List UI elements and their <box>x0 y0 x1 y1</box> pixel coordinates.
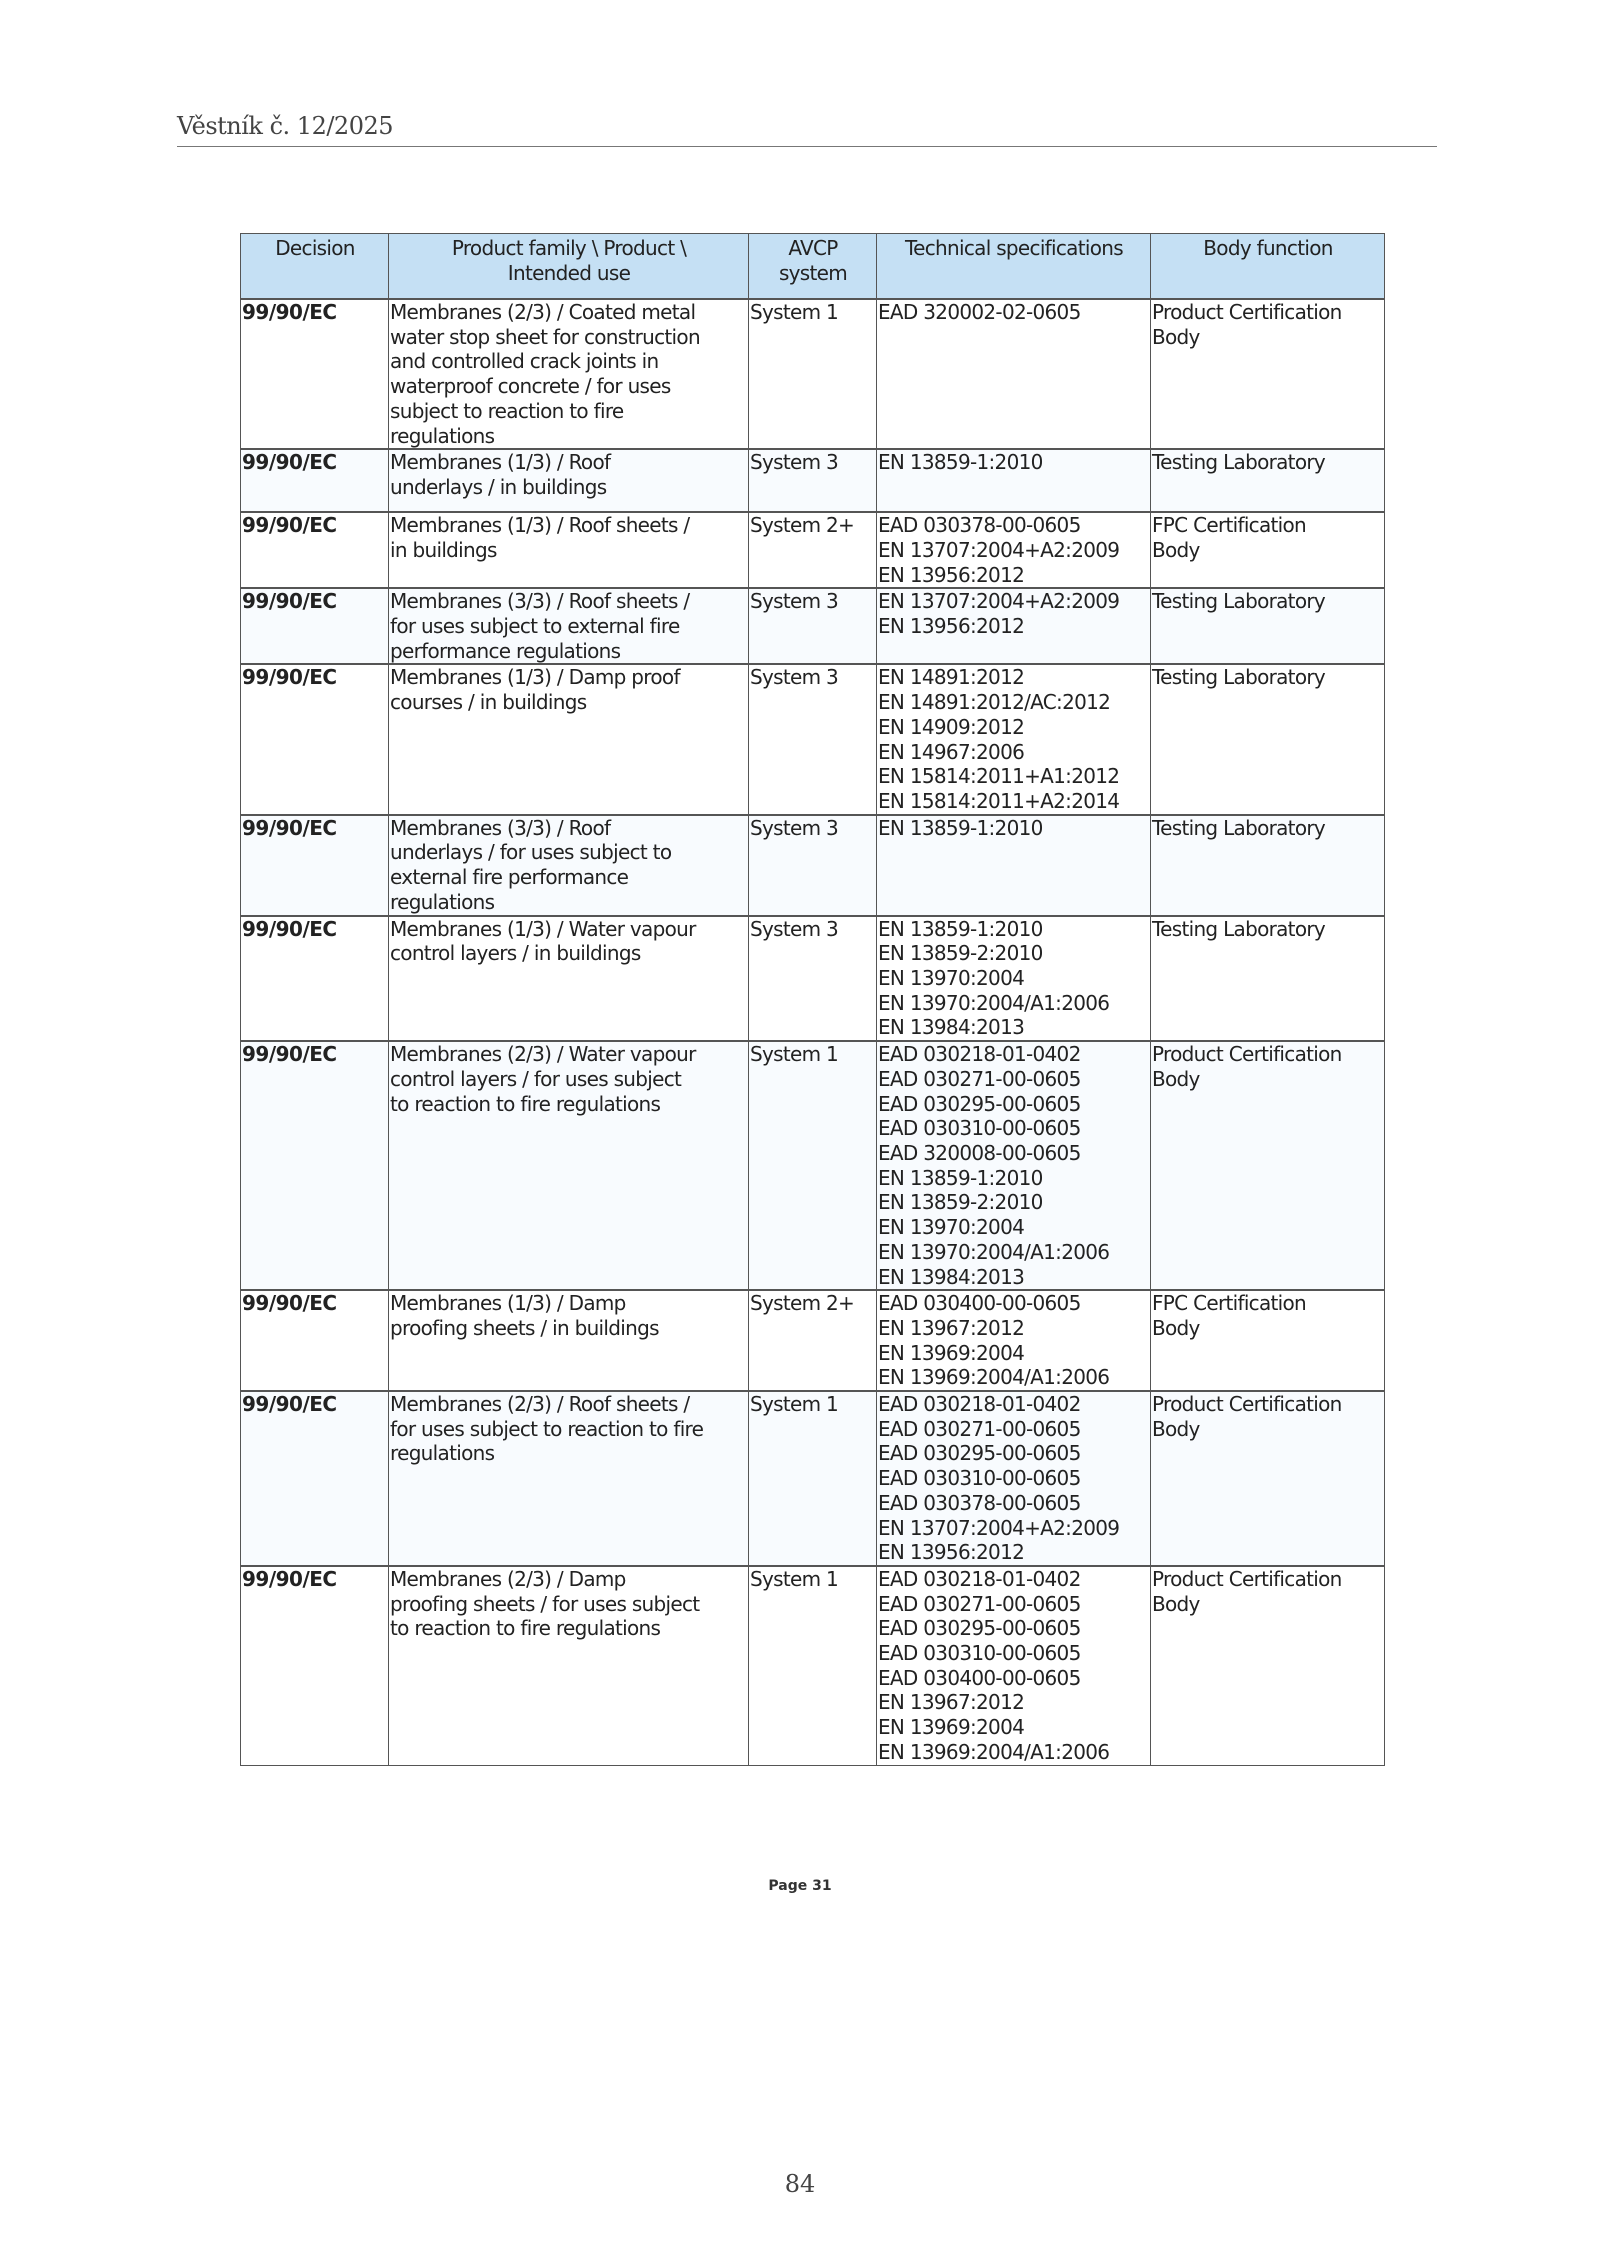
body-function-cell <box>1151 588 1385 664</box>
specs-line: EAD 030400-00-0605 <box>878 1291 1081 1316</box>
product-line: Membranes (1/3) / Water vapour <box>390 916 696 941</box>
column-header-decision <box>241 234 389 300</box>
decision-cell: 99/90/EC <box>241 299 389 449</box>
product-line: control layers / for uses subject <box>390 1066 682 1091</box>
product-line: Membranes (3/3) / Roof sheets / <box>390 589 690 614</box>
specs-line: EAD 030295-00-0605 <box>878 1441 1081 1466</box>
specs-line: EN 14891:2012/AC:2012 <box>878 690 1111 715</box>
body-line: Body <box>1152 1591 1200 1616</box>
avcp-cell: System 1 <box>749 1566 877 1765</box>
table-row <box>241 815 1385 916</box>
specs-line: EAD 030271-00-0605 <box>878 1591 1081 1616</box>
specs-line: EN 13707:2004+A2:2009 <box>878 1515 1120 1540</box>
specs-line: EN 13956:2012 <box>878 562 1025 587</box>
body-line: Testing Laboratory <box>1152 450 1326 475</box>
specs-cell <box>877 299 1151 449</box>
specs-line: EAD 030218-01-0402 <box>878 1042 1081 1067</box>
column-header-line: Decision <box>275 236 355 260</box>
product-cell <box>389 449 749 512</box>
column-header-line: Intended use <box>507 260 631 285</box>
product-line: to reaction to fire regulations <box>390 1616 661 1641</box>
body-function-cell <box>1151 1566 1385 1765</box>
avcp-cell: System 3 <box>749 916 877 1042</box>
product-line: Membranes (1/3) / Roof sheets / <box>390 513 690 538</box>
product-line: underlays / in buildings <box>390 474 607 499</box>
running-header-title: Věstník č. 12/2025 <box>177 112 393 140</box>
specs-line: EN 13984:2013 <box>878 1264 1025 1289</box>
specs-line: EN 13969:2004/A1:2006 <box>878 1365 1110 1390</box>
page-number: 84 <box>784 2170 816 2198</box>
product-cell <box>389 1566 749 1765</box>
specs-cell <box>877 1391 1151 1566</box>
specs-cell <box>877 1041 1151 1290</box>
specs-line: EAD 030295-00-0605 <box>878 1616 1081 1641</box>
specs-line: EAD 030218-01-0402 <box>878 1392 1081 1417</box>
decision-cell: 99/90/EC <box>241 588 389 664</box>
specs-line: EAD 030218-01-0402 <box>878 1566 1081 1591</box>
table-header-row <box>241 234 1385 300</box>
decision-cell: 99/90/EC <box>241 1041 389 1290</box>
specs-line: EN 15814:2011+A1:2012 <box>878 764 1120 789</box>
specs-cell <box>877 449 1151 512</box>
column-header-avcp <box>749 234 877 300</box>
column-header-body <box>1151 234 1385 300</box>
certification-table <box>240 233 1385 1766</box>
specs-line: EAD 320002-02-0605 <box>878 300 1081 324</box>
table-row <box>241 1391 1385 1566</box>
decision-cell: 99/90/EC <box>241 449 389 512</box>
body-line: Testing Laboratory <box>1152 815 1326 840</box>
table-row <box>241 512 1385 588</box>
specs-line: EN 13859-1:2010 <box>878 916 1043 941</box>
decision-cell: 99/90/EC <box>241 916 389 1042</box>
specs-cell <box>877 815 1151 916</box>
body-line: Body <box>1152 1416 1200 1441</box>
body-line: Testing Laboratory <box>1152 916 1326 941</box>
product-cell <box>389 664 749 814</box>
specs-line: EN 13969:2004/A1:2006 <box>878 1739 1110 1764</box>
specs-line: EN 13707:2004+A2:2009 <box>878 589 1120 614</box>
specs-line: EAD 030295-00-0605 <box>878 1091 1081 1116</box>
product-line: control layers / in buildings <box>390 941 641 966</box>
column-header-product <box>389 234 749 300</box>
specs-line: EAD 030271-00-0605 <box>878 1066 1081 1091</box>
specs-line: EN 13859-1:2010 <box>878 815 1043 840</box>
body-function-cell <box>1151 1290 1385 1391</box>
product-line: regulations <box>390 889 495 914</box>
body-function-cell <box>1151 916 1385 1042</box>
specs-line: EN 13707:2004+A2:2009 <box>878 537 1120 562</box>
product-line: for uses subject to reaction to fire <box>390 1416 704 1441</box>
column-header-line: Technical specifications <box>905 236 1123 260</box>
avcp-cell: System 1 <box>749 1391 877 1566</box>
product-cell <box>389 1041 749 1290</box>
body-line: Body <box>1152 1315 1200 1340</box>
product-line: external fire performance <box>390 865 629 890</box>
body-function-cell <box>1151 449 1385 512</box>
specs-line: EN 14891:2012 <box>878 665 1025 690</box>
specs-line: EAD 030378-00-0605 <box>878 513 1081 538</box>
product-line: regulations <box>390 1441 495 1466</box>
decision-cell: 99/90/EC <box>241 1391 389 1566</box>
table-row <box>241 1041 1385 1290</box>
specs-line: EAD 030271-00-0605 <box>878 1416 1081 1441</box>
product-line: Membranes (2/3) / Water vapour <box>390 1042 696 1067</box>
decision-cell: 99/90/EC <box>241 1290 389 1391</box>
specs-line: EN 13970:2004/A1:2006 <box>878 1239 1110 1264</box>
table-row <box>241 664 1385 814</box>
product-line: Membranes (2/3) / Coated metal <box>390 300 696 324</box>
table-row <box>241 1566 1385 1765</box>
body-function-cell <box>1151 1041 1385 1290</box>
body-line: FPC Certification <box>1152 513 1307 538</box>
specs-line: EN 13967:2012 <box>878 1315 1025 1340</box>
body-function-cell <box>1151 664 1385 814</box>
body-line: FPC Certification <box>1152 1291 1307 1316</box>
body-line: Product Certification <box>1152 1392 1342 1417</box>
column-header-line: AVCP <box>788 236 838 260</box>
column-header-line: Body function <box>1203 236 1333 260</box>
specs-line: EN 13969:2004 <box>878 1340 1025 1365</box>
avcp-cell: System 3 <box>749 449 877 512</box>
product-line: subject to reaction to fire <box>390 398 624 423</box>
avcp-cell: System 3 <box>749 588 877 664</box>
product-line: Membranes (2/3) / Damp <box>390 1566 626 1591</box>
product-cell <box>389 916 749 1042</box>
product-cell <box>389 588 749 664</box>
body-line: Product Certification <box>1152 300 1342 324</box>
specs-line: EN 13859-2:2010 <box>878 1190 1043 1215</box>
specs-line: EN 13967:2012 <box>878 1690 1025 1715</box>
specs-line: EN 13956:2012 <box>878 614 1025 639</box>
specs-line: EN 13956:2012 <box>878 1540 1025 1565</box>
product-line: performance regulations <box>390 638 621 663</box>
specs-cell <box>877 916 1151 1042</box>
header-rule <box>177 146 1437 147</box>
avcp-cell: System 2+ <box>749 1290 877 1391</box>
specs-line: EN 13859-2:2010 <box>878 941 1043 966</box>
specs-line: EN 13984:2013 <box>878 1015 1025 1040</box>
specs-line: EN 13970:2004 <box>878 966 1025 991</box>
body-line: Testing Laboratory <box>1152 589 1326 614</box>
product-line: for uses subject to external fire <box>390 614 680 639</box>
body-line: Testing Laboratory <box>1152 665 1326 690</box>
specs-line: EAD 030400-00-0605 <box>878 1665 1081 1690</box>
specs-line: EN 14967:2006 <box>878 739 1025 764</box>
decision-cell: 99/90/EC <box>241 512 389 588</box>
product-line: Membranes (1/3) / Damp <box>390 1291 626 1316</box>
avcp-cell: System 1 <box>749 1041 877 1290</box>
table-row <box>241 1290 1385 1391</box>
product-line: underlays / for uses subject to <box>390 840 672 865</box>
body-line: Body <box>1152 1066 1200 1091</box>
product-line: water stop sheet for construction <box>390 324 700 349</box>
product-cell <box>389 1290 749 1391</box>
specs-line: EN 13859-1:2010 <box>878 450 1043 475</box>
specs-cell <box>877 588 1151 664</box>
product-line: proofing sheets / for uses subject <box>390 1591 700 1616</box>
product-line: proofing sheets / in buildings <box>390 1315 659 1340</box>
specs-line: EAD 320008-00-0605 <box>878 1140 1081 1165</box>
body-function-cell <box>1151 815 1385 916</box>
avcp-cell: System 2+ <box>749 512 877 588</box>
product-line: waterproof concrete / for uses <box>390 374 671 399</box>
body-function-cell <box>1151 299 1385 449</box>
product-cell <box>389 1391 749 1566</box>
body-function-cell <box>1151 512 1385 588</box>
table-row <box>241 588 1385 664</box>
product-line: Membranes (3/3) / Roof <box>390 815 611 840</box>
specs-cell <box>877 512 1151 588</box>
specs-line: EAD 030310-00-0605 <box>878 1116 1081 1141</box>
specs-line: EN 13970:2004/A1:2006 <box>878 990 1110 1015</box>
decision-cell: 99/90/EC <box>241 664 389 814</box>
specs-line: EAD 030378-00-0605 <box>878 1490 1081 1515</box>
decision-cell: 99/90/EC <box>241 1566 389 1765</box>
product-line: and controlled crack joints in <box>390 349 659 374</box>
specs-cell <box>877 664 1151 814</box>
column-header-line: Product family \ Product \ <box>451 236 687 260</box>
column-header-specs <box>877 234 1151 300</box>
specs-line: EAD 030310-00-0605 <box>878 1641 1081 1666</box>
product-cell <box>389 512 749 588</box>
specs-line: EN 13859-1:2010 <box>878 1165 1043 1190</box>
product-line: Membranes (2/3) / Roof sheets / <box>390 1392 690 1417</box>
product-line: Membranes (1/3) / Damp proof <box>390 665 680 690</box>
avcp-cell: System 3 <box>749 664 877 814</box>
product-line: regulations <box>390 423 495 448</box>
decision-cell: 99/90/EC <box>241 815 389 916</box>
specs-line: EAD 030310-00-0605 <box>878 1466 1081 1491</box>
specs-line: EN 13969:2004 <box>878 1715 1025 1740</box>
specs-line: EN 15814:2011+A2:2014 <box>878 788 1120 813</box>
body-line: Product Certification <box>1152 1566 1342 1591</box>
table-row <box>241 299 1385 449</box>
specs-cell <box>877 1566 1151 1765</box>
table-row <box>241 916 1385 1042</box>
product-cell <box>389 299 749 449</box>
body-function-cell <box>1151 1391 1385 1566</box>
product-line: Membranes (1/3) / Roof <box>390 450 611 475</box>
specs-line: EN 14909:2012 <box>878 714 1025 739</box>
avcp-cell: System 3 <box>749 815 877 916</box>
column-header-line: system <box>778 260 848 285</box>
body-line: Body <box>1152 537 1200 562</box>
product-line: to reaction to fire regulations <box>390 1091 661 1116</box>
table-row <box>241 449 1385 512</box>
specs-cell <box>877 1290 1151 1391</box>
body-line: Product Certification <box>1152 1042 1342 1067</box>
product-line: in buildings <box>390 537 497 562</box>
specs-line: EN 13970:2004 <box>878 1215 1025 1240</box>
product-cell <box>389 815 749 916</box>
page-label: Page 31 <box>768 1878 832 1894</box>
product-line: courses / in buildings <box>390 690 587 715</box>
avcp-cell: System 1 <box>749 299 877 449</box>
body-line: Body <box>1152 324 1200 349</box>
